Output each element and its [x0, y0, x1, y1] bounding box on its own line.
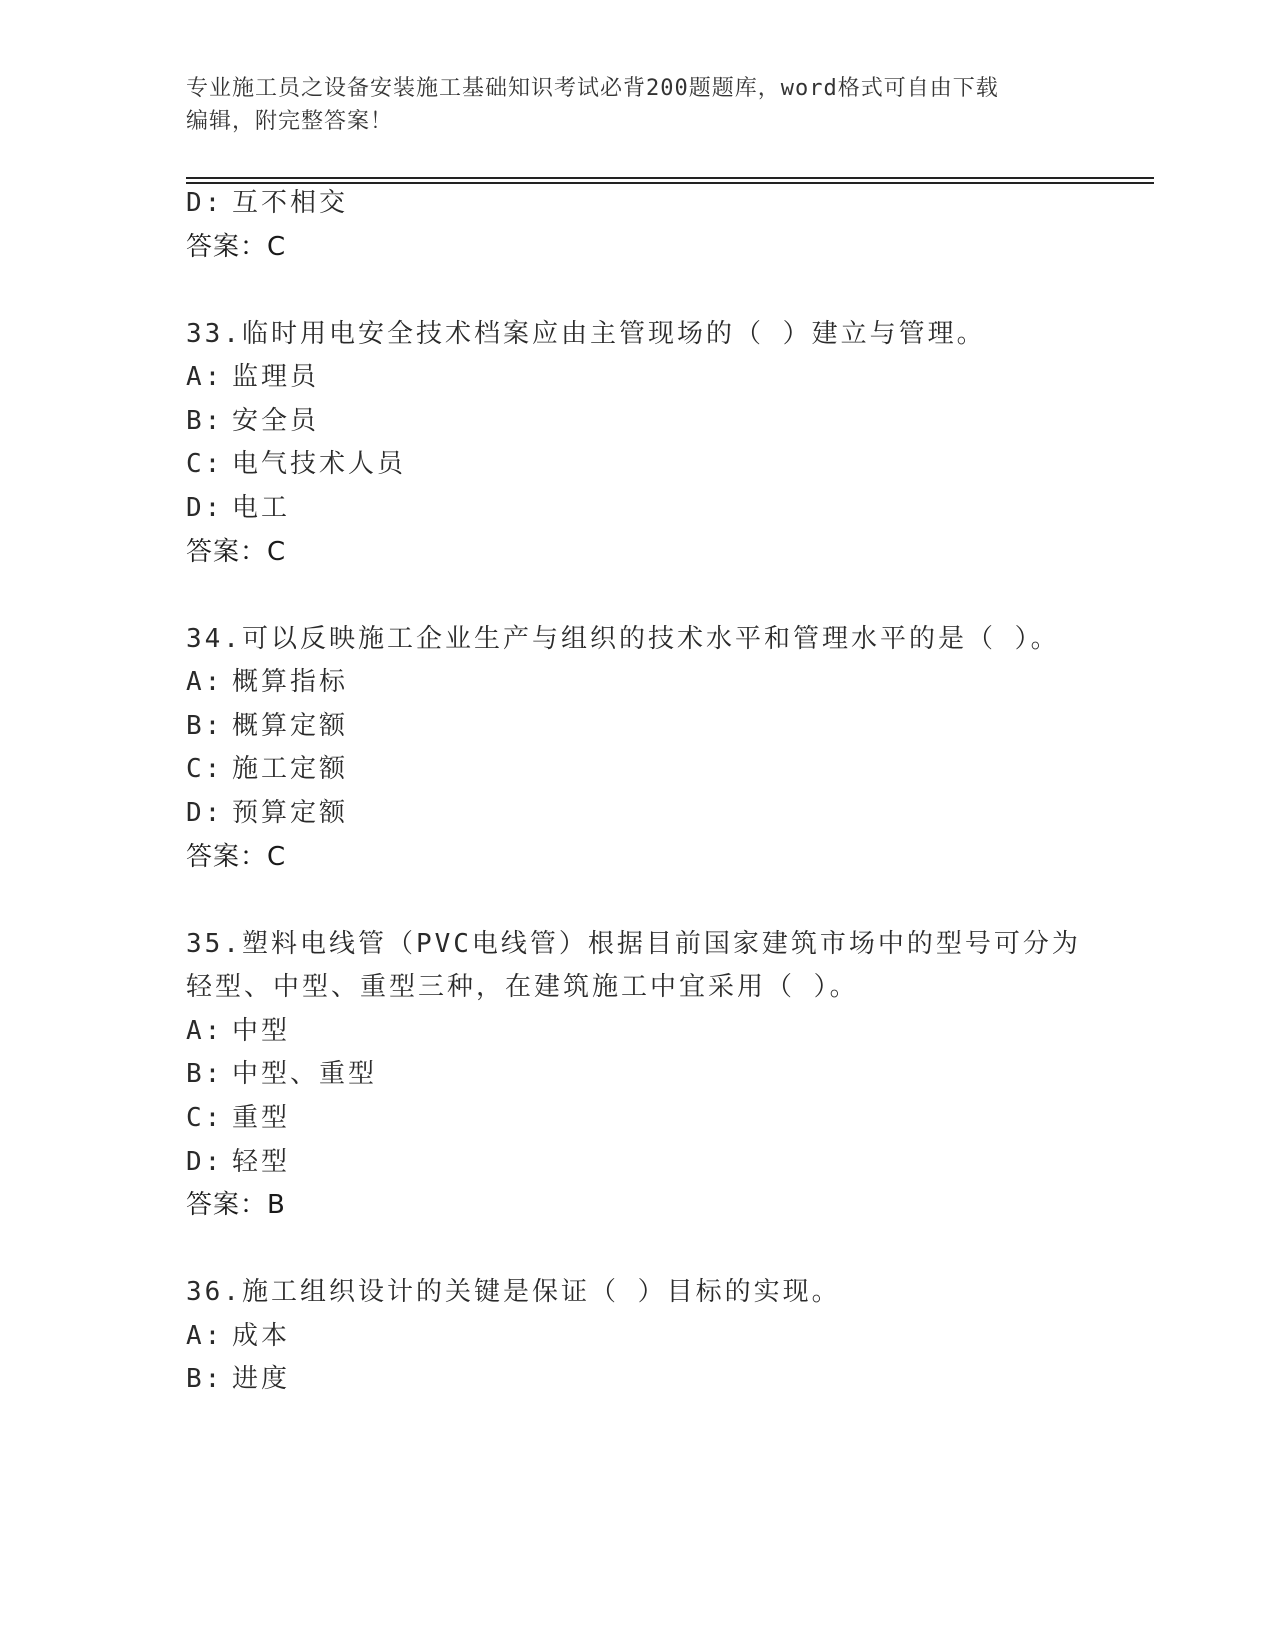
option-text: 重型: [232, 1103, 291, 1133]
question-34-option-d: [186, 796, 1136, 830]
option-letter: B:: [186, 406, 224, 436]
prev-answer: 答案：C: [186, 232, 287, 262]
question-34-option-a: [186, 665, 1136, 699]
question-34-answer: 答案：C: [186, 842, 287, 872]
question-34-option-b: [186, 709, 1136, 743]
option-text: 成本: [232, 1321, 291, 1351]
option-text: 电气技术人员: [232, 449, 407, 479]
header-divider-bottom: [186, 182, 1154, 184]
option-text: 轻型: [232, 1147, 291, 1177]
question-33-stem: 33.临时用电安全技术档案应由主管现场的（ ）建立与管理。: [186, 319, 986, 349]
question-34-option-c: [186, 752, 1136, 786]
option-text: 施工定额: [232, 754, 349, 784]
option-text: 安全员: [232, 406, 320, 436]
option-letter: D:: [186, 188, 224, 218]
option-text: 概算指标: [232, 667, 349, 697]
prev-option-d: [186, 186, 1136, 220]
option-text: 预算定额: [232, 798, 349, 828]
question-33-answer: 答案：C: [186, 537, 287, 567]
question-35-stem-line-1: 35.塑料电线管（PVC电线管）根据目前国家建筑市场中的型号可分为: [186, 929, 1081, 959]
question-36-option-b: [186, 1362, 1136, 1396]
option-text: 中型: [232, 1016, 291, 1046]
question-36-stem: 36.施工组织设计的关键是保证（ ）目标的实现。: [186, 1277, 841, 1307]
question-33-option-d: [186, 491, 1136, 525]
option-text: 概算定额: [232, 711, 349, 741]
option-letter: A:: [186, 667, 224, 697]
option-letter: D:: [186, 1147, 224, 1177]
option-letter: B:: [186, 1364, 224, 1394]
option-letter: C:: [186, 449, 224, 479]
question-34-stem: 34.可以反映施工企业生产与组织的技术水平和管理水平的是（ ）。: [186, 624, 1060, 654]
option-letter: B:: [186, 1059, 224, 1089]
option-text: 进度: [232, 1364, 291, 1394]
question-35-option-d: [186, 1145, 1136, 1179]
option-text: 互不相交: [232, 188, 349, 218]
header-title-line-2: 编辑，附完整答案！: [186, 109, 394, 134]
question-33-option-a: [186, 360, 1136, 394]
option-letter: A:: [186, 1016, 224, 1046]
option-letter: A:: [186, 362, 224, 392]
question-35-option-a: [186, 1014, 1136, 1048]
option-text: 监理员: [232, 362, 320, 392]
question-36-option-a: [186, 1319, 1136, 1353]
question-35-option-c: [186, 1101, 1136, 1135]
document-header: [186, 72, 1086, 138]
question-33-option-c: [186, 447, 1136, 481]
option-letter: B:: [186, 711, 224, 741]
option-letter: C:: [186, 754, 224, 784]
option-text: 电工: [232, 493, 291, 523]
option-letter: D:: [186, 798, 224, 828]
option-letter: A:: [186, 1321, 224, 1351]
header-divider-top: [186, 177, 1154, 179]
question-35-option-b: [186, 1057, 1136, 1091]
option-letter: D:: [186, 493, 224, 523]
question-33-option-b: [186, 404, 1136, 438]
option-text: 中型、重型: [232, 1059, 378, 1089]
question-35-stem-line-2: 轻型、中型、重型三种，在建筑施工中宜采用（ ）。: [186, 972, 859, 1002]
question-35-answer: 答案：B: [186, 1190, 286, 1220]
option-letter: C:: [186, 1103, 224, 1133]
header-title-line-1: 专业施工员之设备安装施工基础知识考试必背200题题库，word格式可自由下载: [186, 76, 999, 101]
